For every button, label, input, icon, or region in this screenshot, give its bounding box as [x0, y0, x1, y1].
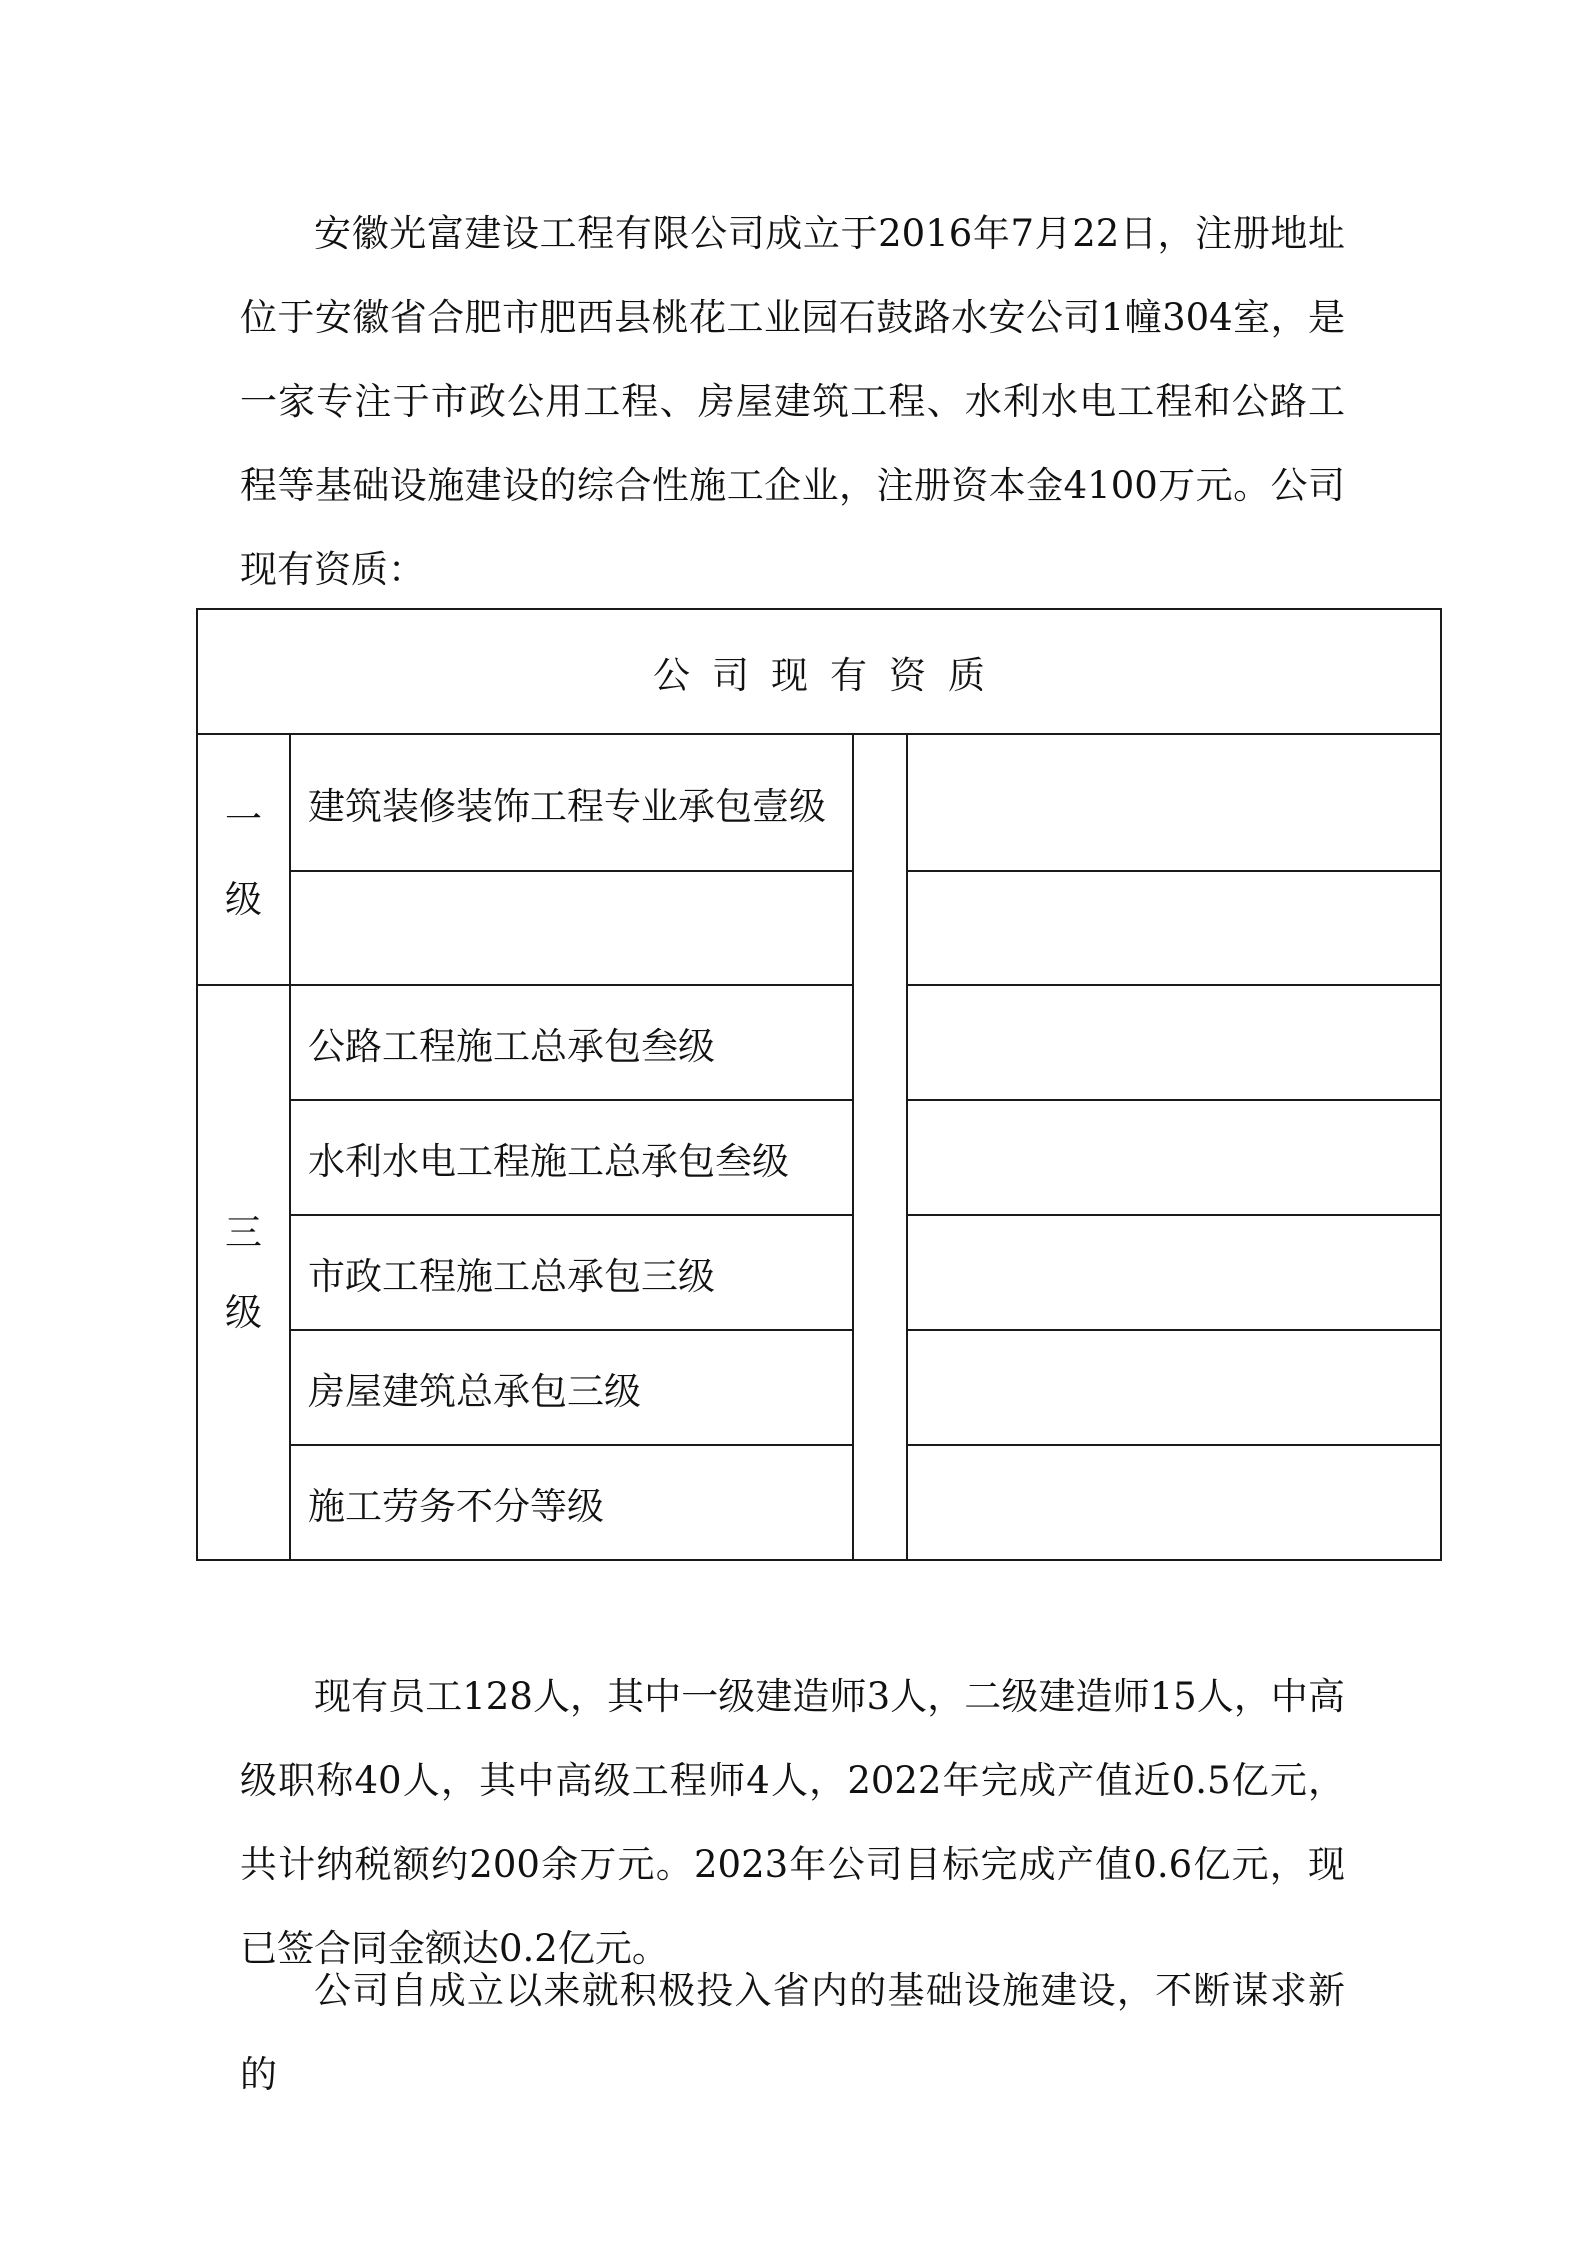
- qualification-name: 水利水电工程施工总承包叁级: [290, 1100, 853, 1215]
- closing-paragraph: 公司自成立以来就积极投入省内的基础设施建设，不断谋求新的: [240, 1969, 1345, 2096]
- intro-paragraph: 安徽光富建设工程有限公司成立于2016年7月22日，注册地址位于安徽省合肥市肥西县桃花工业园石鼓路水安公司1幢304室，是一家专注于市政公用工程、房屋建筑工程、水利水电工程和公路工程等基础设施建设的综合性施工企业，注册资本金4100万元。公司现有资质：: [240, 212, 1345, 591]
- qualification-table: [196, 608, 1442, 1561]
- level-char: 级: [225, 1290, 262, 1334]
- table-row: [197, 1100, 1441, 1215]
- blank-cell: [907, 734, 1441, 871]
- blank-cell: [907, 1215, 1441, 1330]
- blank-cell: [907, 1100, 1441, 1215]
- blank-cell: [907, 1330, 1441, 1445]
- table-header-row: [197, 609, 1441, 734]
- qualification-name: 建筑装修装饰工程专业承包壹级: [290, 734, 853, 871]
- qualification-name: 市政工程施工总承包三级: [290, 1215, 853, 1330]
- level-char: 一: [225, 797, 262, 841]
- qualification-name: [290, 871, 853, 985]
- level-char: 三: [225, 1210, 262, 1254]
- table-row: [197, 1330, 1441, 1445]
- qualification-name: 房屋建筑总承包三级: [290, 1330, 853, 1445]
- blank-cell: [907, 1445, 1441, 1560]
- level-label-third: [197, 985, 290, 1560]
- table-title: 公司现有资质: [197, 609, 1441, 734]
- blank-cell: [907, 985, 1441, 1100]
- table-row: [197, 734, 1441, 871]
- blank-cell: [907, 871, 1441, 985]
- table-row: [197, 1445, 1441, 1560]
- level-char: 级: [225, 877, 262, 921]
- qualification-name: 施工劳务不分等级: [290, 1445, 853, 1560]
- table-row: [197, 985, 1441, 1100]
- separator-column: [853, 734, 907, 1560]
- table-row: [197, 1215, 1441, 1330]
- level-label-first: [197, 734, 290, 985]
- table-row: [197, 871, 1441, 985]
- qualification-name: 公路工程施工总承包叁级: [290, 985, 853, 1100]
- staff-paragraph: 现有员工128人，其中一级建造师3人，二级建造师15人，中高级职称40人，其中高级工程师4人，2022年完成产值近0.5亿元，共计纳税额约200余万元。2023年公司目标完成产值0.6亿元，现已签合同金额达0.2亿元。: [240, 1675, 1345, 1970]
